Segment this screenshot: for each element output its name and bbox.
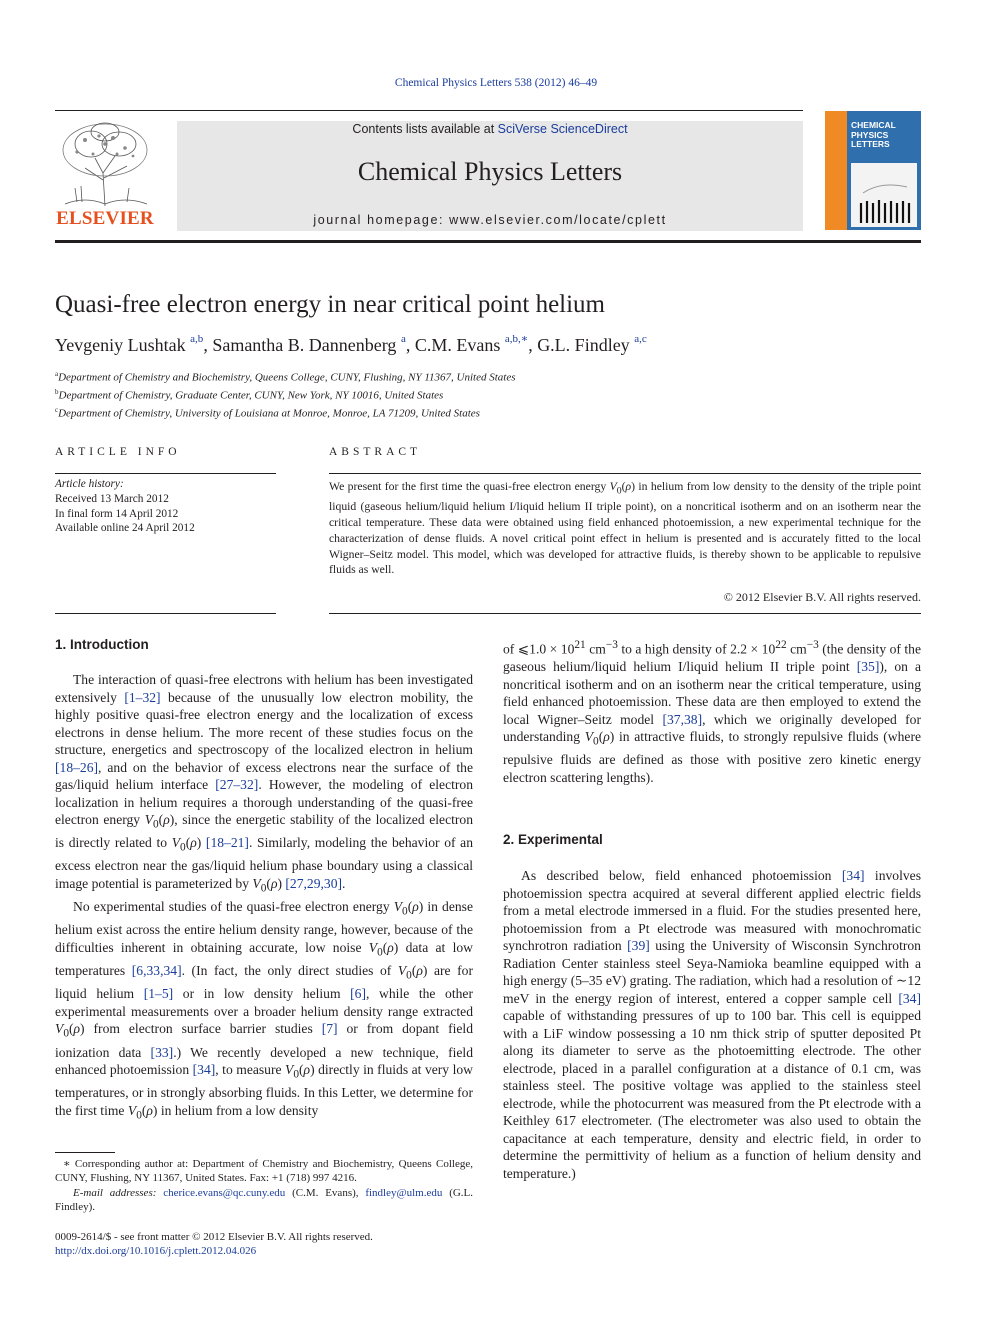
elsevier-wordmark: ELSEVIER xyxy=(56,208,154,229)
email-link-evans[interactable]: cherice.evans@qc.cuny.edu xyxy=(163,1186,286,1199)
affiliation-text: Department of Chemistry, Graduate Center, CUNY, New York, NY 10016, United States xyxy=(58,389,444,402)
article-history xyxy=(55,477,195,536)
citation-link[interactable]: [6] xyxy=(350,986,367,1002)
author-name: Samantha B. Dannenberg xyxy=(212,335,397,355)
journal-reference[interactable]: Chemical Physics Letters 538 (2012) 46–49 xyxy=(394,77,598,89)
citation-link[interactable]: [6,33,34] xyxy=(131,963,182,979)
affiliations xyxy=(55,367,516,421)
journal-homepage[interactable]: journal homepage: www.elsevier.com/locate/cplett xyxy=(313,213,667,227)
author-affiliation-mark[interactable]: a,b,∗ xyxy=(504,333,529,345)
citation-link[interactable]: [7] xyxy=(321,1021,338,1037)
history-online: Available online 24 April 2012 xyxy=(55,522,195,535)
experimental-body xyxy=(503,867,921,1182)
paragraph: of ⩽1.0 × $10^{21}$ $cm^{-3}$ to a high density of $2.2 \times 10^{22}$ $cm^{-3}$ (the density of the gaseous helium/liquid helium I/liquid helium II triple point [35]), on a noncritical isotherm and on an isotherm near the critical temperature, using field enhanced photoemission. These data are then employed to extend the local Wigner–Seitz model [37,38], which we originally developed for understanding $V_0(\rho)$ in attractive fluids, to strongly repulsive fluids (where repulsive fluids are defined as those with positive zero kinetic energy electron scattering lengths). xyxy=(503,639,922,785)
citation-link[interactable]: [1–32] xyxy=(124,689,161,705)
cover-stripe xyxy=(825,111,847,230)
cover-title-line: CHEMICAL xyxy=(851,120,896,130)
cover-spectrum-icon xyxy=(851,163,917,227)
header-thick-rule xyxy=(55,240,921,243)
citation-link[interactable]: [37,38] xyxy=(662,711,703,727)
author-affiliation-mark[interactable]: a,b xyxy=(190,333,204,345)
affiliation-mark: b xyxy=(55,387,59,396)
introduction-body xyxy=(55,671,473,1125)
history-final-form: In final form 14 April 2012 xyxy=(55,507,179,520)
author-separator: , xyxy=(528,335,538,355)
citation-link[interactable]: [35] xyxy=(856,659,880,675)
author-list xyxy=(55,334,647,356)
citation-link[interactable]: [34] xyxy=(192,1062,216,1078)
journal-title: Chemical Physics Letters xyxy=(357,157,623,186)
email-owner: (C.M. Evans), xyxy=(292,1186,359,1199)
cover-title-line: LETTERS xyxy=(851,139,890,149)
citation-link[interactable]: [1–5] xyxy=(143,986,174,1002)
introduction-body-continued xyxy=(503,637,921,786)
contents-line xyxy=(177,122,803,136)
email-label: E-mail addresses: xyxy=(73,1186,157,1199)
doi-link[interactable]: http://dx.doi.org/10.1016/j.cplett.2012.04.026 xyxy=(55,1245,257,1258)
paper-title: Quasi-free electron energy in near critical point helium xyxy=(55,291,605,318)
journal-header-box xyxy=(177,121,803,231)
abstract-rule-bottom xyxy=(329,613,921,614)
history-label: Article history: xyxy=(55,478,124,490)
cover-title xyxy=(851,121,896,150)
article-info-rule-bottom xyxy=(55,613,276,614)
affiliation-mark: a xyxy=(55,370,59,378)
paragraph: No experimental studies of the quasi-free electron energy $V_0(\rho)$ in dense helium exist across the entire helium density range, however, because of the difficulties inherent in obtaining accurate, low noise $V_0(\rho)$ data at low temperatures [6,33,34]. (In fact, the only direct studies of $V_0(\rho)$ are for liquid helium [1–5] or in low density helium [6], while the other experimental measurements over a broader helium density range extracted $V_0(\rho)$ from electron surface barrier studies [7] or from dopant field ionization data [33].) We recently developed a new technique, field enhanced photoemission [34], to measure $V_0(\rho)$ directly in fluids at very low temperatures, or in strongly absorbing fluids. In this Letter, we determine for the first time $V_0(\rho)$ in helium from a low density xyxy=(55,899,473,1122)
citation-link[interactable]: [34] xyxy=(898,990,921,1006)
affiliation-item xyxy=(55,367,516,385)
journal-cover xyxy=(825,111,921,230)
citation-link[interactable]: [18–26] xyxy=(55,759,99,775)
section-heading-introduction: 1. Introduction xyxy=(55,637,149,652)
author-name: G.L. Findley xyxy=(537,335,630,355)
corresponding-author-note: ∗ Corresponding author at: Department of Chemistry and Biochemistry, Queens College, CUNY, Flushing, NY 11367, United States. Fax: +1 (718) 997 4216. xyxy=(55,1158,473,1185)
history-received: Received 13 March 2012 xyxy=(55,492,169,505)
email-note xyxy=(55,1186,473,1215)
footnote-rule xyxy=(55,1152,115,1153)
sciencedirect-link[interactable]: SciVerse ScienceDirect xyxy=(497,122,628,136)
affiliation-item xyxy=(55,385,516,403)
paragraph: The interaction of quasi-free electrons with helium has been investigated extensively [1–32] because of the unusually low electron mobility, the highly positive quasi-free electron energy and the localization of excess electrons in dense helium. The more recent of these studies focus on the structure, energetics and spectroscopy of the localized electron in helium [18–26], and on the behavior of excess electrons near the surface of the gas/liquid helium interface [27–32]. However, the modeling of electron localization in helium requires a thorough understanding of the quasi-free electron energy $V_0(\rho)$, since the energetic stability of the localized electron is directly related to $V_0(\rho)$ [18–21]. Similarly, modeling the behavior of an excess electron near the gas/liquid helium phase boundary using a classical image potential is parameterized by $V_0(\rho)$ [27,29,30]. xyxy=(55,672,474,895)
citation-link[interactable]: [27,29,30] xyxy=(285,875,343,891)
section-heading-experimental: 2. Experimental xyxy=(503,832,603,847)
citation-link[interactable]: [18–21] xyxy=(205,835,249,851)
author-name: Yevgeniy Lushtak xyxy=(55,335,186,355)
citation-link[interactable]: [27–32] xyxy=(215,777,259,792)
affiliation-mark: c xyxy=(55,405,59,414)
author-name: C.M. Evans xyxy=(414,335,501,355)
header-rule xyxy=(55,110,803,111)
affiliation-item xyxy=(55,403,516,421)
author-affiliation-mark[interactable]: a,c xyxy=(634,333,647,345)
article-info-heading: ARTICLE INFO xyxy=(55,446,181,458)
cover-image xyxy=(851,163,917,227)
article-info-rule xyxy=(55,473,276,474)
footnotes xyxy=(55,1157,473,1215)
abstract-text: We present for the first time the quasi-free electron energy $V_0(\rho)$ in helium from low density to the density of the triple point liquid (gaseous helium/liquid helium I/liquid helium II triple point), on a noncritical isotherm and on an isotherm near the critical temperature. These data were obtained using field enhanced photoemission, a new experimental technique for the characterization of dense fluids. A novel critical point effect in helium is presented and is accurately fitted to the local Wigner–Seitz model. This model, which was developed for attractive fluids, is thereby shown to be applicable to repulsive fluids as well. xyxy=(329,480,921,577)
author-affiliation-mark[interactable]: a xyxy=(400,333,406,345)
contents-prefix: Contents lists available at xyxy=(352,122,498,136)
citation-link[interactable]: [33] xyxy=(150,1044,174,1060)
citation-link[interactable]: [34] xyxy=(841,868,865,883)
abstract-heading: ABSTRACT xyxy=(329,446,422,458)
issn-line: 0009-2614/$ - see front matter © 2012 Elsevier B.V. All rights reserved. xyxy=(55,1231,373,1243)
elsevier-tree-icon xyxy=(55,118,155,208)
affiliation-text: Department of Chemistry and Biochemistry, Queens College, CUNY, Flushing, NY 11367, United States xyxy=(58,371,516,384)
author-separator: , xyxy=(405,335,415,355)
citation-link[interactable]: [39] xyxy=(627,938,650,953)
paragraph: As described below, field enhanced photoemission [34] involves photoemission spectra acquired at several different applied electric fields from a metal electrode immersed in a fluid. For the studies presented here, photoemission from a Pt electrode was measured with monochromatic synchrotron radiation [39] using the University of Wisconsin Synchrotron Radiation Center stainless steel Seya-Namioka beamline equipped with a high energy (5–35 eV) grating. The radiation, which had a resolution of ∼12 meV in the energy region of interest, entered a copper sample cell [34] capable of withstanding pressures of up to 100 bar. This cell is equipped with a LiF window possessing a 10 nm thick strip of sputter deposited Pt along its diameter to serve as the photoemitting electrode. The other electrode, placed in a parallel configuration at a distance of 0.1 cm, was stainless steel. The positive voltage was applied to the stainless steel electrode, while the photocurrent was measured from the Pt electrode with a Keithley 617 electrometer. (The electrometer was also used to obtain the capacitance at each temperature, density and electric field, in order to determine the permittivity of helium as a function of helium density and temperature.) xyxy=(503,868,921,1181)
author-separator: , xyxy=(203,335,213,355)
affiliation-text: Department of Chemistry, University of Louisiana at Monroe, Monroe, LA 71209, United States xyxy=(58,407,480,420)
email-owner: (G.L. Findley). xyxy=(55,1186,474,1214)
cover-title-line: PHYSICS xyxy=(851,129,889,140)
abstract-copyright: © 2012 Elsevier B.V. All rights reserved. xyxy=(723,590,921,604)
email-link-findley[interactable]: findley@ulm.edu xyxy=(365,1186,443,1199)
bottom-info xyxy=(55,1230,373,1259)
elsevier-logo xyxy=(55,118,155,230)
abstract-rule xyxy=(329,473,921,474)
